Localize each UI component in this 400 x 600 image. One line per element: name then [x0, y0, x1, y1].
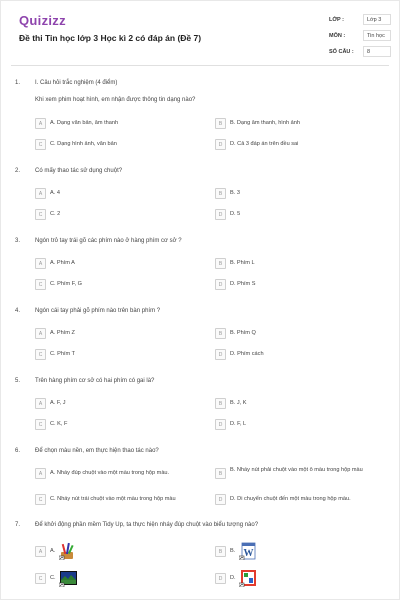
option-text: D. Phím S [230, 281, 256, 287]
option-text: A. 4 [50, 190, 60, 196]
option-letter: A [35, 398, 46, 409]
question-number: 2. [15, 168, 21, 174]
question-number: 6. [15, 448, 21, 454]
option-text: A. F, J [50, 400, 66, 406]
option-letter: A [35, 118, 46, 129]
option-letter: A [35, 546, 46, 557]
question-number: 4. [15, 308, 21, 314]
question-text: Để khởi động phần mềm Tidy Up, ta thực hiện nháy đúp chuột vào biểu tượng nào? [35, 522, 259, 528]
option-letter: C [35, 349, 46, 360]
option-text: D. Phím cách [230, 351, 264, 357]
option-text: B. 3 [230, 190, 240, 196]
option-letter: C [35, 279, 46, 290]
meta-class-label: LỚP : [329, 17, 344, 23]
header-divider [11, 65, 389, 66]
option-letter: B [215, 468, 226, 479]
question-text: Ngón trỏ tay trái gõ các phím nào ở hàng phím cơ sở ? [35, 238, 182, 244]
paint-brushes-icon [59, 542, 77, 560]
option-letter: B [215, 328, 226, 339]
meta-subject-value: Tin học [363, 30, 391, 41]
option-letter: C [35, 494, 46, 505]
option-letter: D [215, 209, 226, 220]
option-text: B. [230, 548, 236, 554]
page-title: Đề thi Tin học lớp 3 Học kì 2 có đáp án (Đề 7) [19, 33, 202, 43]
option-text: C. Nháy nút trái chuột vào một màu trong hộp màu [50, 496, 176, 502]
option-text: A. [50, 548, 56, 554]
option-letter: A [35, 468, 46, 479]
option-letter: D [215, 139, 226, 150]
option-text: A. Phím Z [50, 330, 75, 336]
section-heading: I. Câu hỏi trắc nghiệm (4 điểm) [35, 80, 118, 86]
option-letter: C [35, 419, 46, 430]
option-text: A. Phím A [50, 260, 75, 266]
meta-count-value: 8 [363, 46, 391, 57]
option-text: A. Dạng văn bản, âm thanh [50, 120, 119, 126]
question-number: 1. [15, 80, 21, 86]
option-text: D. Di chuyển chuột đến một màu trong hộp màu. [230, 496, 351, 502]
question-number: 5. [15, 378, 21, 384]
option-letter: B [215, 188, 226, 199]
option-text: C. Phím F, G [50, 281, 83, 287]
option-letter: D [215, 494, 226, 505]
word-document-icon [239, 542, 257, 560]
option-text: B. J, K [230, 400, 247, 406]
option-letter: D [215, 573, 226, 584]
option-text: C. Dạng hình ảnh, văn bản [50, 141, 117, 147]
option-letter: A [35, 258, 46, 269]
option-letter: B [215, 398, 226, 409]
option-letter: D [215, 279, 226, 290]
option-text: B. Nháy nút phải chuột vào một ô màu trong hộp màu [230, 467, 363, 473]
option-letter: D [215, 419, 226, 430]
meta-subject-label: MÔN : [329, 33, 346, 39]
option-text: D. 5 [230, 211, 241, 217]
landscape-picture-icon [59, 569, 77, 587]
option-letter: C [35, 139, 46, 150]
option-text: D. F, L [230, 421, 247, 427]
option-text: B. Dạng âm thanh, hình ảnh [230, 120, 300, 126]
option-letter: A [35, 328, 46, 339]
option-text: C. [50, 575, 56, 581]
option-text: D. Cả 3 đáp án trên đều sai [230, 141, 299, 147]
question-text: Trên hàng phím cơ sở có hai phím có gai là? [35, 378, 155, 384]
question-number: 3. [15, 238, 21, 244]
question-text: Để chọn màu nền, em thực hiện thao tác nào? [35, 448, 159, 454]
option-letter: C [35, 209, 46, 220]
option-letter: C [35, 573, 46, 584]
option-letter: D [215, 349, 226, 360]
question-text: Có mấy thao tác sử dụng chuột? [35, 168, 123, 174]
option-text: B. Phím L [230, 260, 255, 266]
option-text: D. [230, 575, 236, 581]
tidy-up-app-icon [239, 569, 257, 587]
meta-count-label: SỐ CÂU : [329, 49, 354, 55]
quizizz-logo: Quizizz [19, 13, 66, 28]
option-text: C. Phím T [50, 351, 76, 357]
question-number: 7. [15, 522, 21, 528]
option-text: A. Nháy đúp chuột vào một màu trong hộp màu. [50, 470, 170, 476]
option-text: C. K, F [50, 421, 68, 427]
question-text: Khi xem phim hoạt hình, em nhận được thông tin dạng nào? [35, 97, 196, 103]
option-letter: B [215, 118, 226, 129]
option-text: B. Phím Q [230, 330, 256, 336]
option-letter: B [215, 258, 226, 269]
option-letter: A [35, 188, 46, 199]
option-text: C. 2 [50, 211, 61, 217]
svg-text:W: W [243, 548, 254, 559]
option-letter: B [215, 546, 226, 557]
question-text: Ngón cái tay phải gõ phím nào trên bàn phím ? [35, 308, 161, 314]
meta-class-value: Lớp 3 [363, 14, 391, 25]
